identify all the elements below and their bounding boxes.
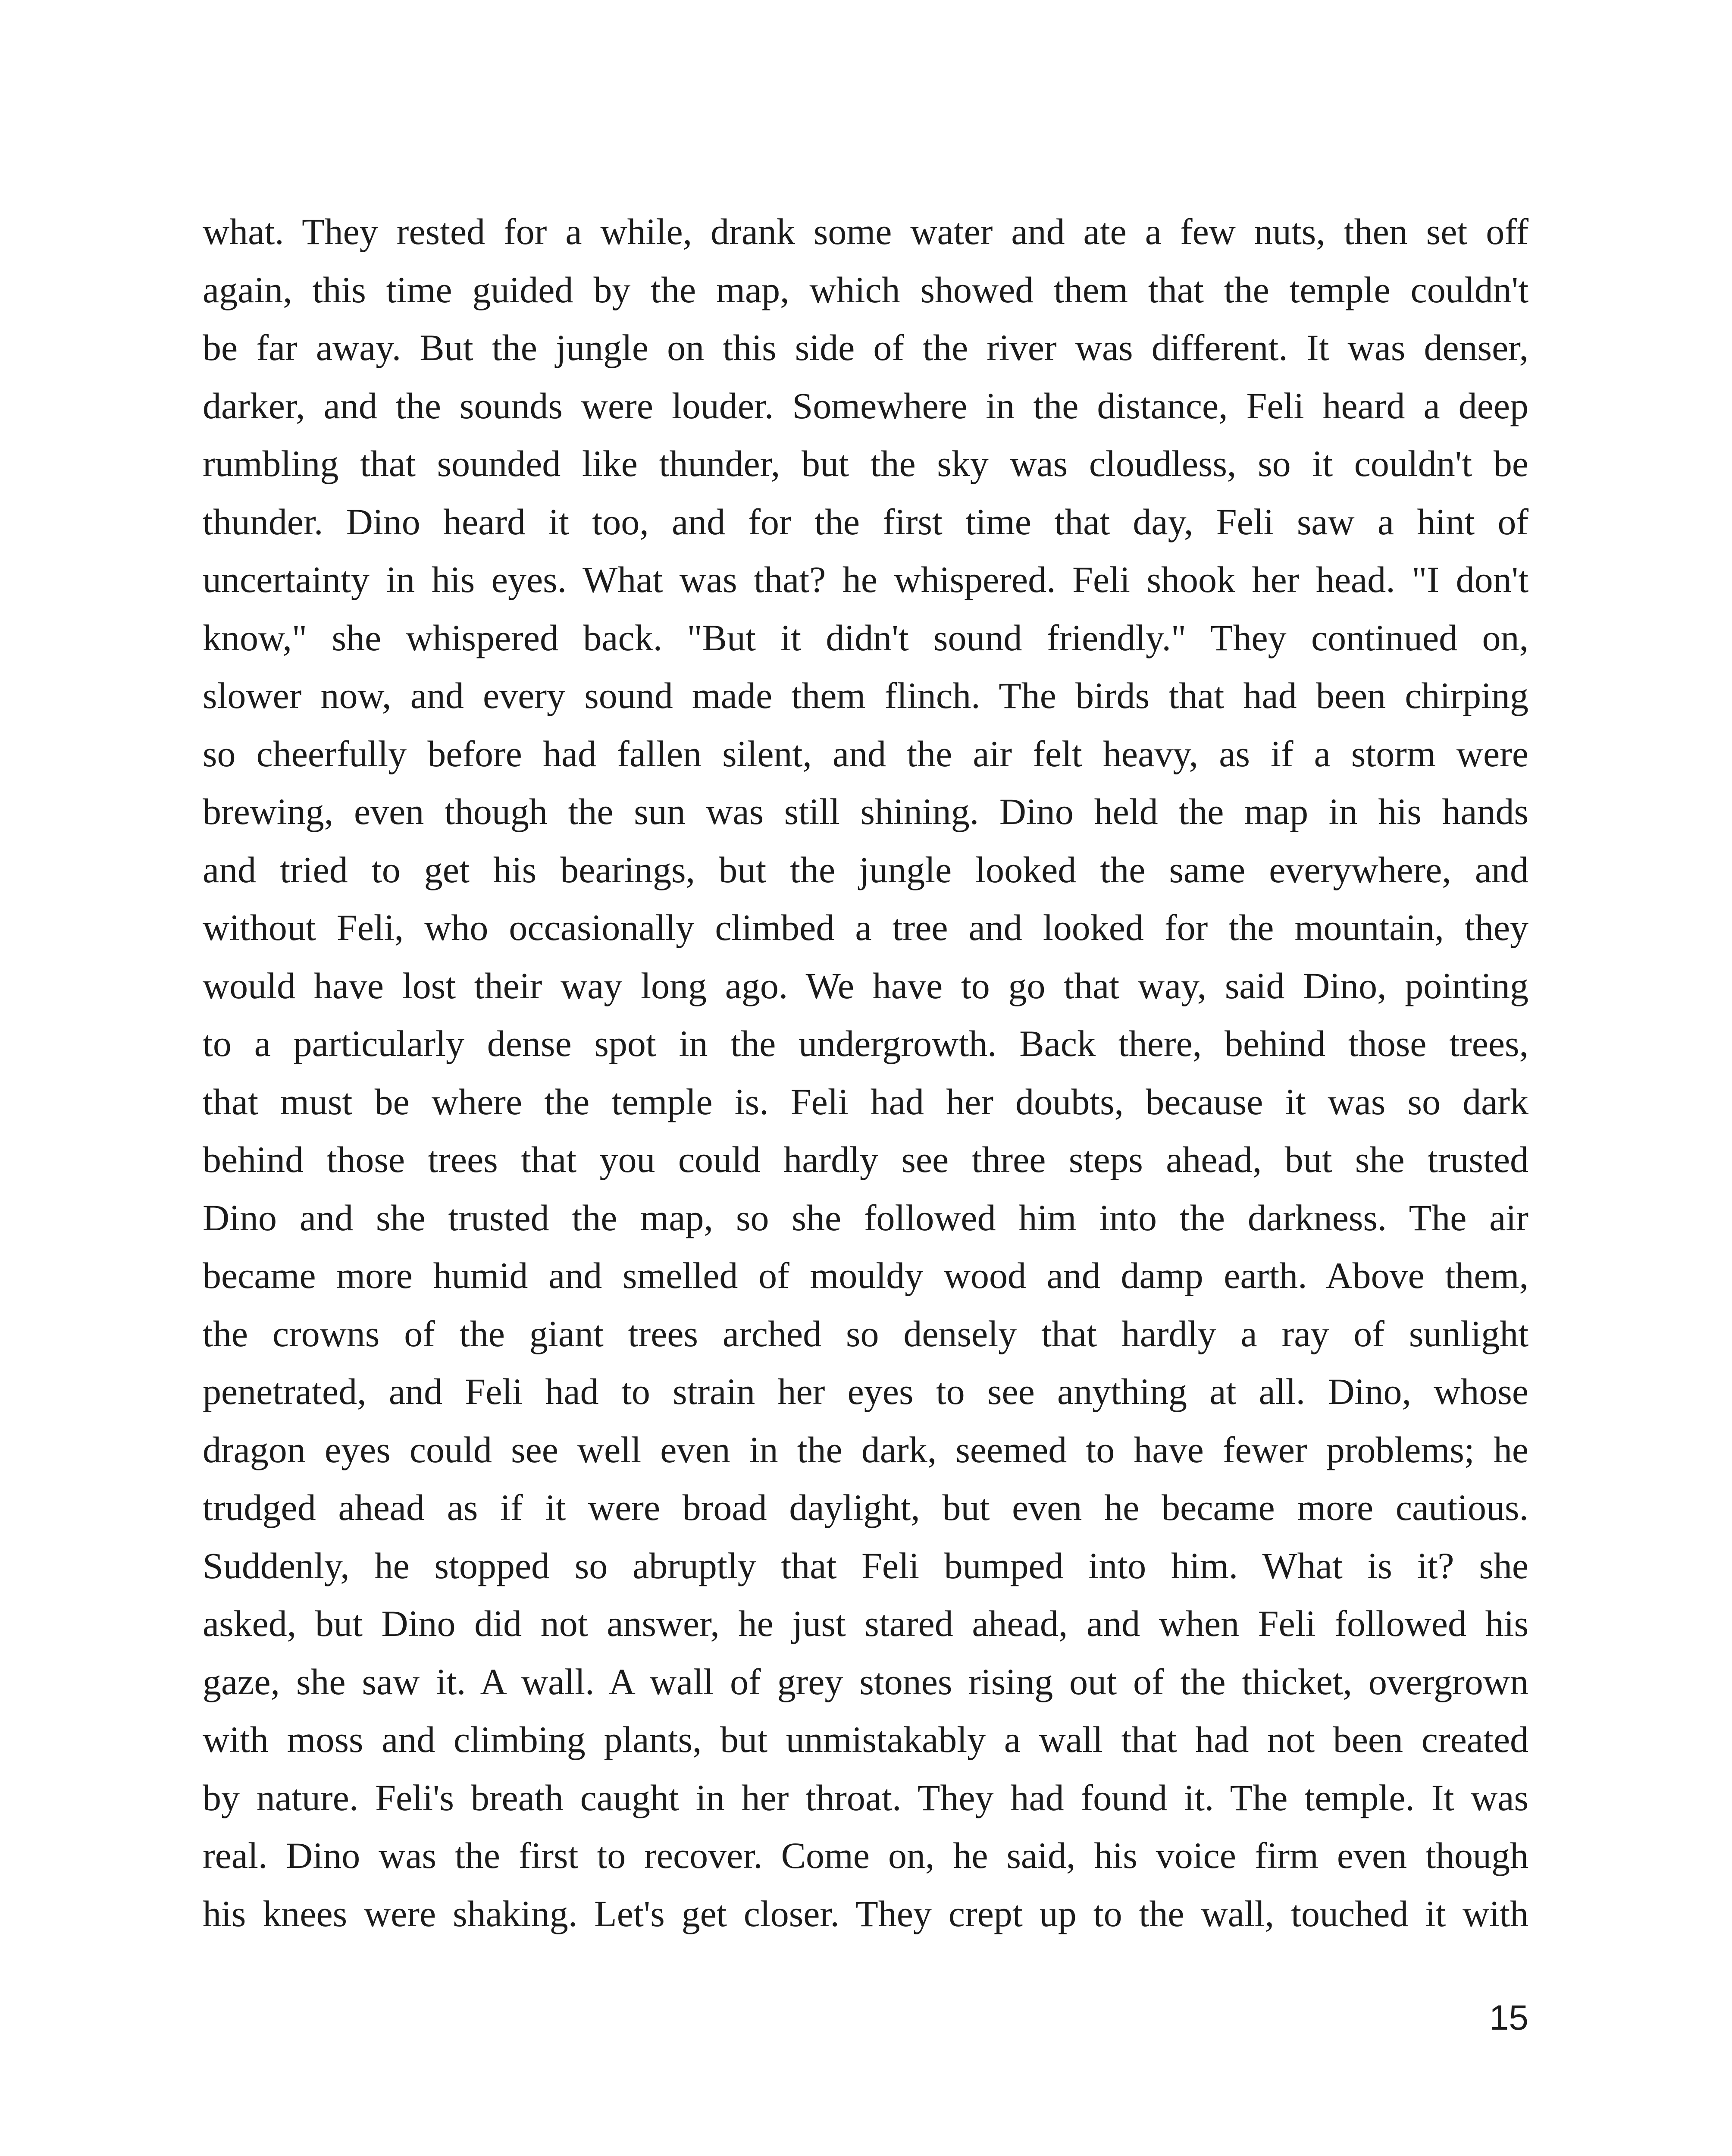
text-line: be far away. But the jungle on this side of the river was different. It was denser,	[203, 327, 1528, 368]
text-line: darker, and the sounds were louder. Somewhere in the distance, Feli heard a deep	[203, 385, 1528, 426]
text-line: trudged ahead as if it were broad daylight, but even he became more cautious.	[203, 1487, 1528, 1528]
text-line: Suddenly, he stopped so abruptly that Feli bumped into him. What is it? she	[203, 1545, 1528, 1586]
text-line: the crowns of the giant trees arched so densely that hardly a ray of sunlight	[203, 1313, 1528, 1354]
text-line: rumbling that sounded like thunder, but the sky was cloudless, so it couldn't be	[203, 443, 1528, 484]
text-line: penetrated, and Feli had to strain her eyes to see anything at all. Dino, whose	[203, 1371, 1528, 1412]
text-line: so cheerfully before had fallen silent, and the air felt heavy, as if a storm were	[203, 733, 1528, 774]
text-line: uncertainty in his eyes. What was that? he whispered. Feli shook her head. "I don't	[203, 559, 1528, 600]
page-number: 15	[1489, 1998, 1528, 2037]
text-line: what. They rested for a while, drank some water and ate a few nuts, then set off	[203, 211, 1528, 252]
text-line: behind those trees that you could hardly see three steps ahead, but she trusted	[203, 1139, 1528, 1180]
text-line: became more humid and smelled of mouldy wood and damp earth. Above them,	[203, 1255, 1528, 1296]
text-line: again, this time guided by the map, which showed them that the temple couldn't	[203, 269, 1528, 310]
text-line: know," she whispered back. "But it didn't sound friendly." They continued on,	[203, 617, 1528, 658]
text-line: dragon eyes could see well even in the dark, seemed to have fewer problems; he	[203, 1429, 1528, 1470]
text-line: without Feli, who occasionally climbed a tree and looked for the mountain, they	[203, 907, 1528, 948]
text-line: with moss and climbing plants, but unmistakably a wall that had not been created	[203, 1719, 1528, 1760]
text-line: would have lost their way long ago. We have to go that way, said Dino, pointing	[203, 965, 1528, 1006]
text-line: by nature. Feli's breath caught in her throat. They had found it. The temple. It was	[203, 1777, 1528, 1818]
text-line: brewing, even though the sun was still shining. Dino held the map in his hands	[203, 791, 1528, 832]
text-line: his knees were shaking. Let's get closer. They crept up to the wall, touched it with	[203, 1893, 1528, 1934]
text-line: asked, but Dino did not answer, he just stared ahead, and when Feli followed his	[203, 1603, 1528, 1644]
text-line: gaze, she saw it. A wall. A wall of grey stones rising out of the thicket, overgrown	[203, 1661, 1528, 1702]
text-line: to a particularly dense spot in the undergrowth. Back there, behind those trees,	[203, 1023, 1528, 1064]
text-line: Dino and she trusted the map, so she followed him into the darkness. The air	[203, 1197, 1528, 1238]
text-line: thunder. Dino heard it too, and for the first time that day, Feli saw a hint of	[203, 501, 1528, 542]
text-line: and tried to get his bearings, but the jungle looked the same everywhere, and	[203, 849, 1528, 890]
text-line: that must be where the temple is. Feli had her doubts, because it was so dark	[203, 1081, 1528, 1122]
body-paragraph	[203, 203, 1528, 1943]
text-line: real. Dino was the first to recover. Come on, he said, his voice firm even though	[203, 1835, 1528, 1876]
text-line: slower now, and every sound made them flinch. The birds that had been chirping	[203, 675, 1528, 716]
